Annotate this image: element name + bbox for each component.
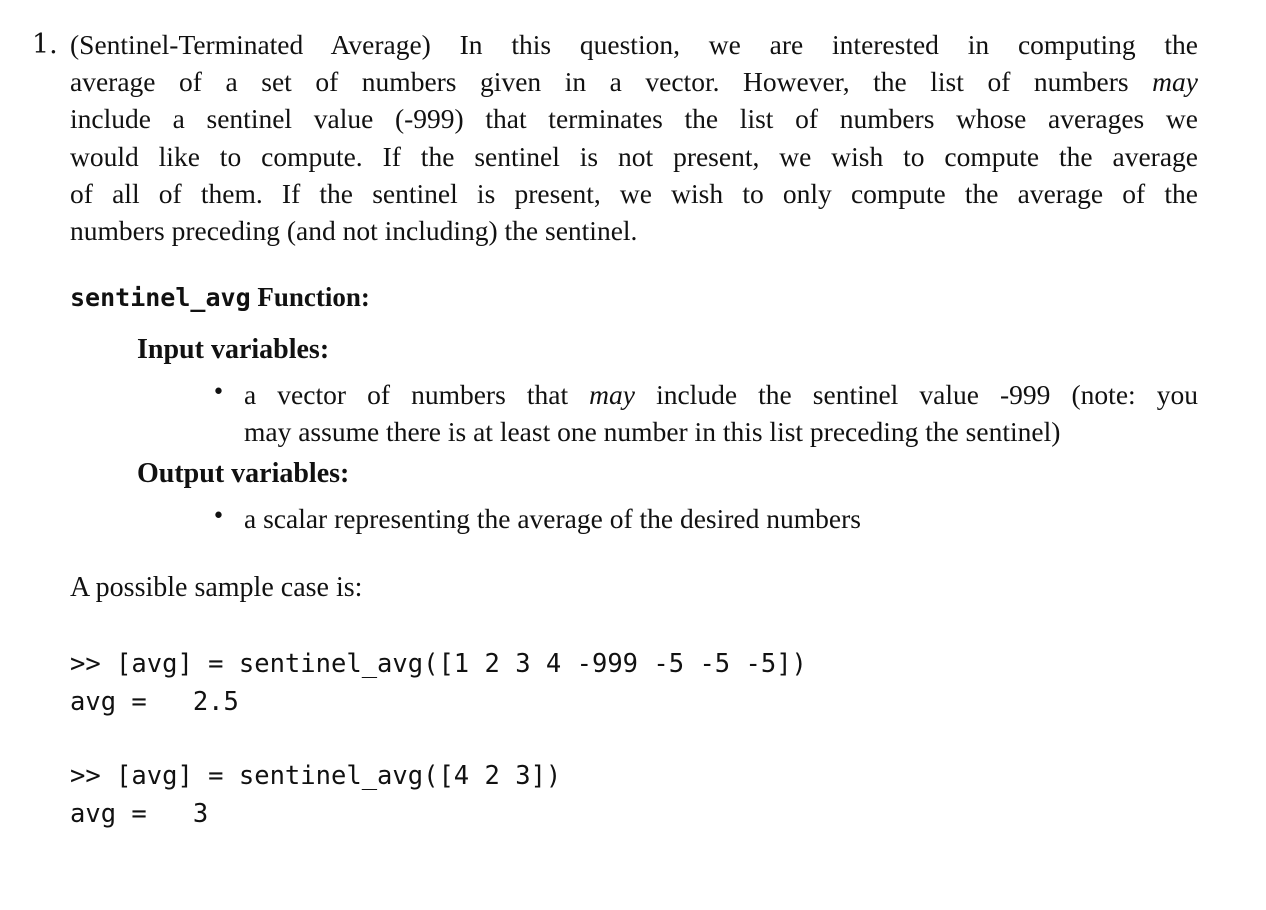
- output-bullet: [244, 500, 1198, 537]
- input-bullet-em: may: [589, 379, 635, 410]
- question-paragraph: [70, 26, 1198, 249]
- paragraph-line-2: [70, 63, 1198, 100]
- paragraph-line-1: (Sentinel-Terminated Average) In this question, we are interested in computing the: [70, 29, 1198, 60]
- sample-case-1-call: >> [avg] = sentinel_avg([1 2 3 4 -999 -5 -5 -5]): [70, 649, 807, 679]
- input-bullet-line-1: [244, 376, 1198, 413]
- paragraph-line-3: include a sentinel value (-999) that terminates the list of numbers whose averages we: [70, 103, 1198, 135]
- sample-intro: A possible sample case is:: [70, 572, 363, 603]
- output-variables-heading: Output variables:: [137, 458, 350, 489]
- output-bullet-line: a scalar representing the average of the desired numbers: [244, 503, 861, 534]
- input-bullet-line-2: may assume there is at least one number in this list preceding the sentinel): [244, 416, 1061, 448]
- paragraph-line-5: of all of them. If the sentinel is present, we wish to only compute the average of the: [70, 177, 1198, 209]
- input-bullet-dot: •: [212, 380, 225, 405]
- sample-case-2-call: >> [avg] = sentinel_avg([4 2 3]): [70, 761, 562, 791]
- function-name: sentinel_avg: [70, 283, 251, 312]
- input-variables-heading: Input variables:: [137, 334, 330, 365]
- paragraph-line-4: would like to compute. If the sentinel is not present, we wish to compute the average: [70, 140, 1198, 172]
- question-number: 1.: [32, 29, 58, 60]
- input-bullet: [244, 376, 1198, 450]
- paragraph-line-6: numbers preceding (and not including) the sentinel.: [70, 215, 638, 247]
- sample-case-2-result: avg = 3: [70, 799, 209, 829]
- input-bullet-pre: a vector of numbers that: [244, 379, 590, 410]
- function-heading-suffix: Function:: [250, 282, 370, 312]
- paragraph-line-2-text: average of a set of numbers given in a vector. However, the list of numbers: [70, 66, 1153, 98]
- output-bullet-dot: •: [212, 504, 225, 529]
- sample-case-1-result: avg = 2.5: [70, 687, 239, 717]
- function-heading: [70, 282, 370, 313]
- emphasis-may: may: [1152, 66, 1198, 98]
- input-bullet-post: include the sentinel value -999 (note: you: [635, 379, 1198, 410]
